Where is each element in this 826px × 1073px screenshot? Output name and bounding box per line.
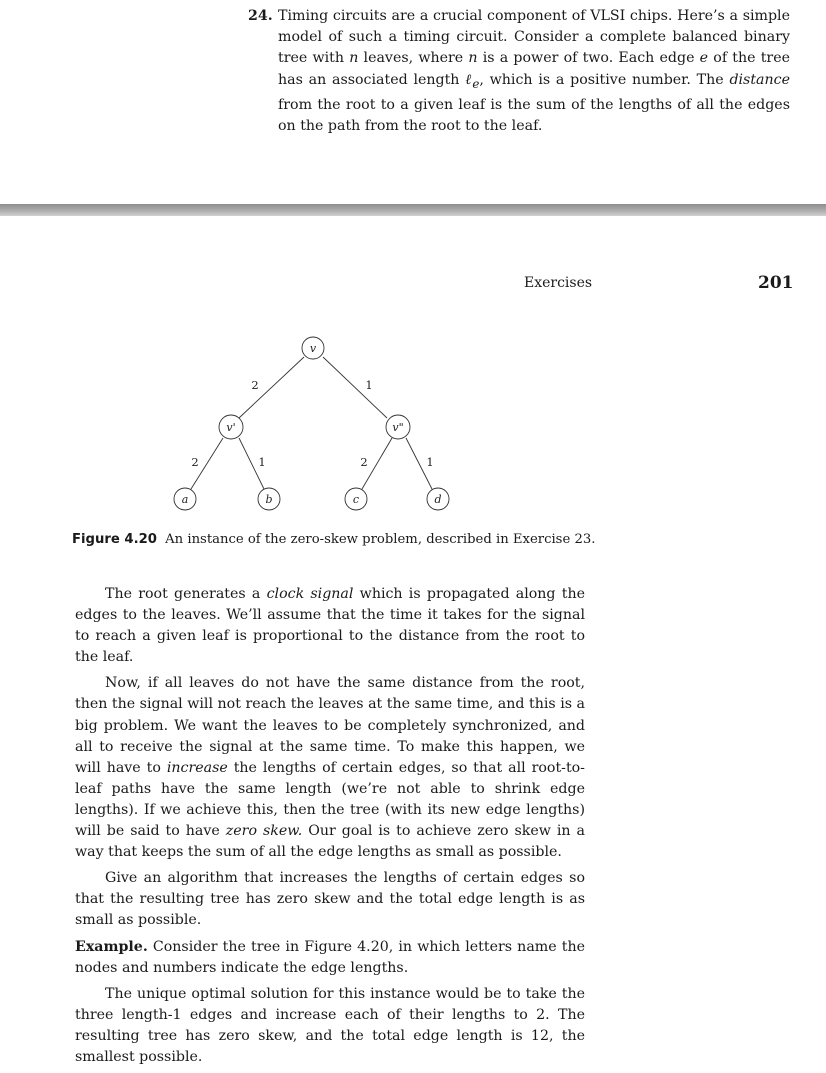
edge-root-left <box>239 357 304 418</box>
exercise-text-part: of the tree has an associated length <box>278 50 790 88</box>
tree-diagram <box>160 330 460 530</box>
caption-text: An instance of the zero-skew problem, described in Exercise 23. <box>165 532 596 547</box>
paragraph-text-part: Now, if all leaves do not have the same distance from the root, then the signal will not reach the leaves at the same time, and this is a big problem. We want the leaves to be completely synchronized, and all to receive the signal at the same time. To make this happen, we will have to <box>75 675 585 776</box>
node-left-internal-label: v' <box>226 421 236 434</box>
term-clock-signal: clock signal <box>266 586 354 602</box>
running-head: Exercises <box>524 275 593 291</box>
math-var-n: n <box>468 50 478 67</box>
paragraph-text-part: the lengths of certain edges, so that all root-to-leaf paths have the same length (we’re not able to shrink edge lengths). If we achieve this, then the tree (with its new edge lengths) will be said to have <box>75 759 585 840</box>
example-label: Example. <box>75 938 148 955</box>
figure-4-20 <box>160 330 460 530</box>
paragraph-text-part: which is propagated along the edges to the leaves. We’ll assume that the time it takes for the signal to reach a given leaf is proportional to the distance from the root to the leaf. <box>75 586 585 666</box>
node-d-label: d <box>434 493 442 506</box>
term-zero-skew: zero skew. <box>225 823 303 840</box>
exercise-24 <box>248 6 790 137</box>
node-c-label: c <box>352 493 360 506</box>
caption-label: Figure 4.20 <box>72 532 157 547</box>
emphasis-increase: increase <box>166 759 228 776</box>
exercise-text-part: is a power of two. Each edge <box>477 50 700 67</box>
edge-left-a-label: 2 <box>191 455 199 469</box>
edge-right-c-label: 2 <box>360 455 368 469</box>
node-right-internal-label: v" <box>392 421 404 434</box>
node-b-label: b <box>265 493 273 506</box>
exercise-number: 24. <box>248 8 273 24</box>
exercise-text-part: from the root to a given leaf is the sum of the lengths of all the edges on the path from the root to the leaf. <box>278 96 790 134</box>
page-number: 201 <box>758 273 794 293</box>
paragraph-text-part: Our goal is to achieve zero skew in a way that keeps the sum of all the edge lengths as small as possible. <box>75 823 585 861</box>
exercise-24-text <box>278 6 790 137</box>
page-divider <box>0 204 826 216</box>
node-a-label: a <box>181 493 189 506</box>
node-root-label: v <box>309 342 317 355</box>
paragraph-synchronization <box>75 673 585 863</box>
exercise-text-part: , which is a positive number. The <box>479 71 730 88</box>
edge-root-left-label: 2 <box>251 378 259 392</box>
paragraph-solution: The unique optimal solution for this instance would be to take the three length-1 edges and increase each of their lengths to 2. The resulting tree has zero skew, and the total edge length is 12, the smallest possible. <box>75 985 585 1065</box>
math-var-ell-subscript: e <box>472 76 480 91</box>
paragraph-example <box>75 937 585 979</box>
exercise-body <box>75 584 585 1073</box>
figure-caption <box>72 532 672 547</box>
edge-root-right-label: 1 <box>365 378 373 392</box>
paragraph-clock-signal <box>75 584 585 668</box>
edge-root-right <box>323 357 387 418</box>
paragraph-task: Give an algorithm that increases the lengths of certain edges so that the resulting tree has zero skew and the total edge length is as small as possible. <box>75 870 585 929</box>
term-distance: distance <box>729 71 790 88</box>
paragraph-text-part: Consider the tree in Figure 4.20, in which letters name the nodes and numbers indicate the edge lengths. <box>75 938 585 976</box>
paragraph-text-part: The root generates a <box>105 586 267 602</box>
edge-right-d-label: 1 <box>426 455 434 469</box>
math-var-e: e <box>699 50 709 67</box>
math-var-n: n <box>349 50 359 67</box>
exercise-text-part: Timing circuits are a crucial component of VLSI chips. Here’s a simple model of such a timing circuit. Consider a complete balanced binary tree with <box>278 8 790 67</box>
exercise-text-part: leaves, where <box>358 50 469 67</box>
math-var-ell: ℓ <box>465 71 473 88</box>
edge-left-b-label: 1 <box>258 455 266 469</box>
